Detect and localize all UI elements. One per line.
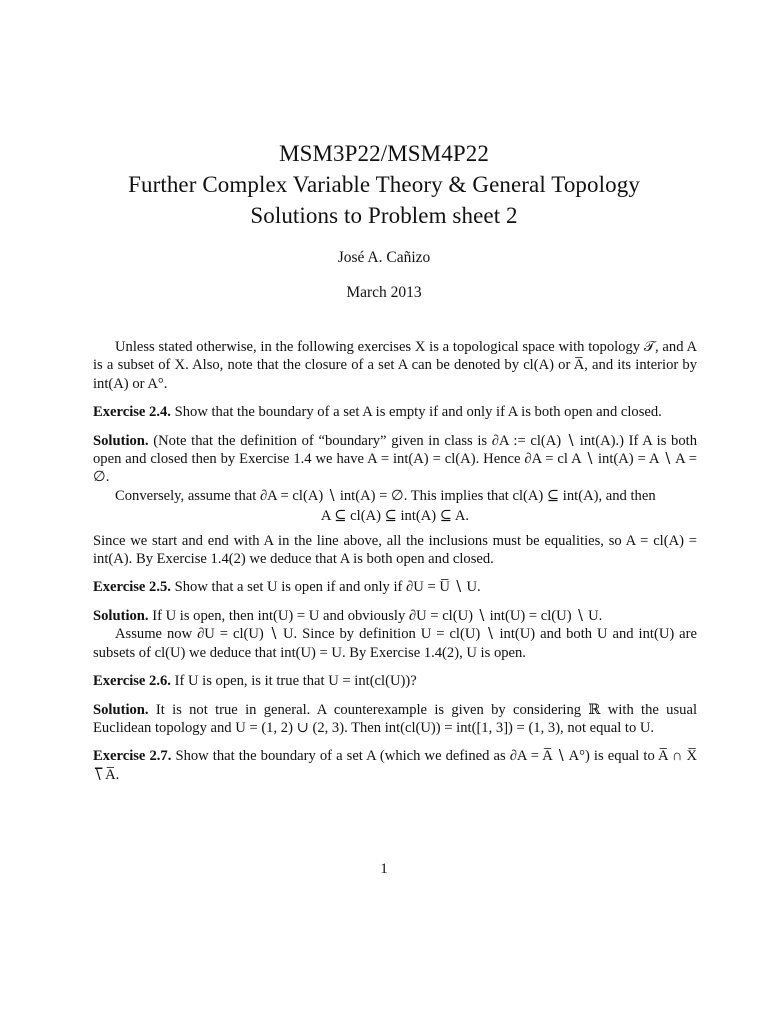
- exercise-label: Exercise 2.7.: [93, 748, 172, 765]
- intro-paragraph: Unless stated otherwise, in the following exercises X is a topological space with topology 𝒯, and A is a subset of X. Also, note that the closure of a set A can be denoted by cl(A) or A̅, and its interior by int(A) or A°.: [93, 339, 697, 392]
- solution-label: Solution.: [93, 432, 149, 449]
- solution-2-6: [93, 701, 697, 738]
- exercise-text: If U is open, is it true that U = int(cl(U))?: [174, 673, 417, 690]
- date: March 2013: [346, 284, 422, 301]
- page-number: 1: [380, 861, 388, 877]
- body-text: [93, 338, 697, 794]
- exercise-2-4: [93, 403, 697, 421]
- solution-label: Solution.: [93, 607, 149, 624]
- exercise-label: Exercise 2.6.: [93, 673, 171, 690]
- exercise-text: Show that a set U is open if and only if ∂U = U̅ ∖ U.: [174, 579, 481, 596]
- solution-2-4: [93, 432, 697, 487]
- solution-text: It is not true in general. A counterexample is given by considering ℝ with the usual Euclidean topology and U = (1, 2) ∪ (2, 3). Then int(cl(U)) = int([1, 3]) = (1, 3), not equal to U.: [93, 701, 697, 736]
- author: José A. Cañizo: [337, 249, 431, 266]
- solution-label: Solution.: [93, 701, 149, 718]
- solution-text: If U is open, then int(U) = U and obviously ∂U = cl(U) ∖ int(U) = cl(U) ∖ U.: [152, 607, 603, 624]
- title-block: [0, 138, 768, 231]
- solution-2-5-continued: Assume now ∂U = cl(U) ∖ U. Since by definition U = cl(U) ∖ int(U) and both U and int(U) are subsets of cl(U) we deduce that int(U) = U. By Exercise 1.4(2), U is open.: [93, 626, 697, 661]
- solution-2-4-conclusion: Since we start and end with A in the line above, all the inclusions must be equalities, so A = cl(A) = int(A). By Exercise 1.4(2) we deduce that A is both open and closed.: [93, 532, 697, 568]
- display-equation: A ⊆ cl(A) ⊆ int(A) ⊆ A.: [320, 508, 470, 525]
- exercise-2-7: [93, 747, 697, 784]
- exercise-label: Exercise 2.4.: [93, 404, 171, 421]
- course-title: Further Complex Variable Theory & General Topology: [128, 172, 640, 197]
- document-title: Solutions to Problem sheet 2: [250, 203, 518, 228]
- exercise-2-5: [93, 578, 697, 596]
- exercise-label: Exercise 2.5.: [93, 579, 171, 596]
- solution-2-4-continued: Conversely, assume that ∂A = cl(A) ∖ int(A) = ∅. This implies that cl(A) ⊆ int(A), and then: [115, 487, 656, 504]
- course-code: MSM3P22/MSM4P22: [279, 141, 489, 166]
- exercise-text: Show that the boundary of a set A (which we defined as ∂A = A̅ ∖ A°) is equal to A̅ ∩ X̅ ∖̅ A̅.: [93, 748, 697, 783]
- solution-2-5: [93, 607, 697, 625]
- solution-text: (Note that the definition of “boundary” given in class is ∂A := cl(A) ∖ int(A).) If A is both open and closed then by Exercise 1.4 we have A = int(A) = cl(A). Hence ∂A = cl A ∖ int(A) = A ∖ A = ∅.: [93, 432, 697, 486]
- exercise-text: Show that the boundary of a set A is empty if and only if A is both open and closed.: [174, 404, 662, 421]
- exercise-2-6: [93, 672, 697, 690]
